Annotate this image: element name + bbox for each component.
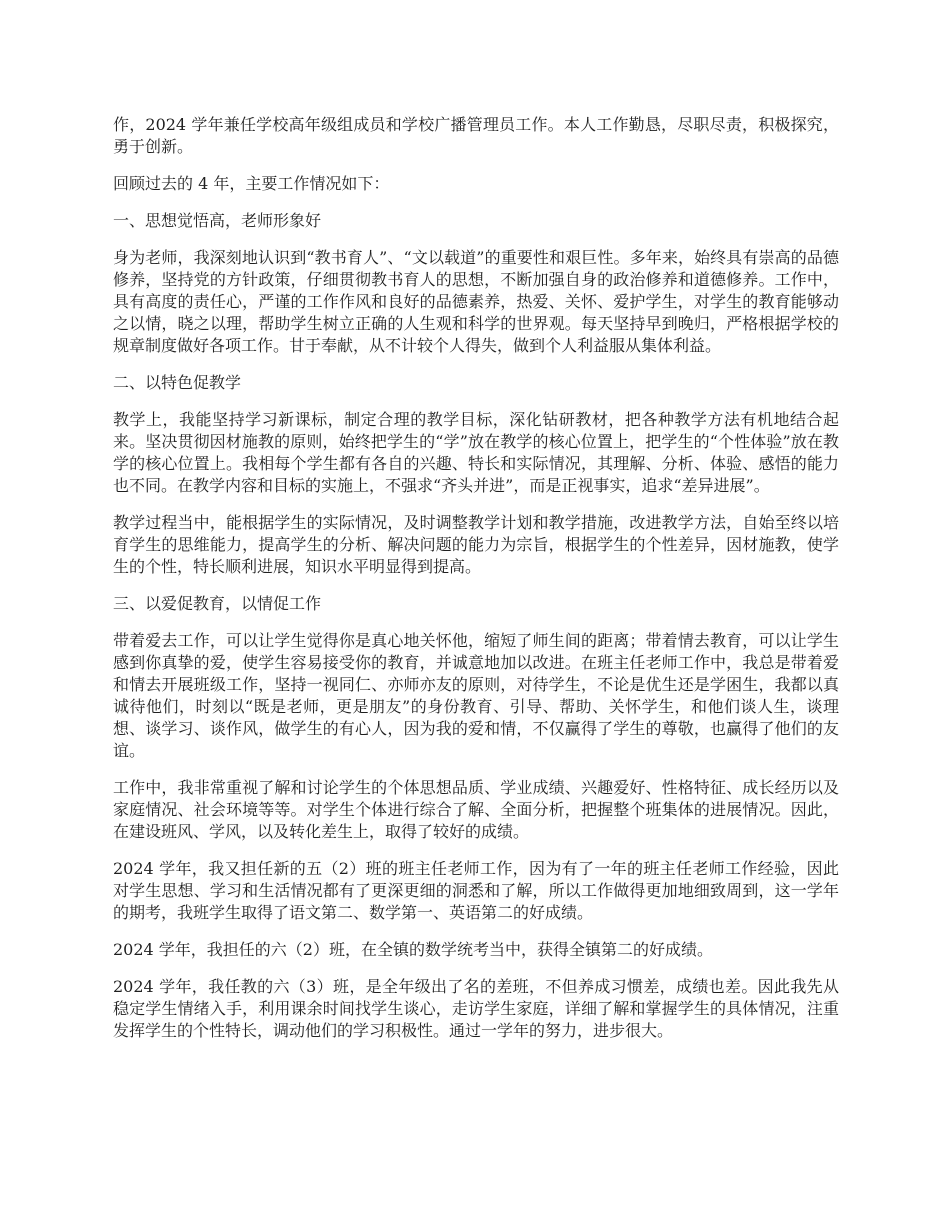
section-heading-1: 一、思想觉悟高，老师形象好 [113,211,322,230]
paragraph-intro-continuation: 作，2024 学年兼任学校高年级组成员和学校广播管理员工作。本人工作勤恳，尽职尽责，积极探究，勇于创新。 [113,115,839,156]
document-body [113,114,839,1057]
section-heading-3: 三、以爱促教育，以情促工作 [113,594,322,613]
paragraph-teaching-process: 教学过程当中，能根据学生的实际情况，及时调整教学计划和教学措施，改进教学方法，自始至终以培育学生的思维能力，提高学生的分析、解决问题的能力为宗旨，根据学生的个性差异，因材施教，使学生的个性，特长顺利进展，知识水平明显得到提高。 [113,513,839,576]
paragraph-review: 回顾过去的 4 年，主要工作情况如下： [113,174,390,193]
paragraph-student-understanding: 工作中，我非常重视了解和讨论学生的个体思想品质、学业成绩、兴趣爱好、性格特征、成长经历以及家庭情况、社会环境等等。对学生个体进行综合了解、全面分析，把握整个班集体的进展情况。因此，在建设班风、学风，以及转化差生上，取得了较好的成绩。 [113,778,839,841]
paragraph-ideology: 身为老师，我深刻地认识到“教书育人”、“文以载道”的重要性和艰巨性。多年来，始终具有崇高的品德修养，坚持党的方针政策，仔细贯彻教书育人的思想，不断加强自身的政治修养和道德修养。工作中，具有高度的责任心，严谨的工作作风和良好的品德素养，热爱、关怀、爱护学生，对学生的教育能够动之以情，晓之以理，帮助学生树立正确的人生观和科学的世界观。每天坚持早到晚归，严格根据学校的规章制度做好各项工作。甘于奉献，从不计较个人得失，做到个人利益服从集体利益。 [113,248,839,355]
paragraph-love-education: 带着爱去工作，可以让学生觉得你是真心地关怀他，缩短了师生间的距离；带着情去教育，可以让学生感到你真挚的爱，使学生容易接受你的教育，并诚意地加以改进。在班主任老师工作中，我总是带着爱和情去开展班级工作，坚持一视同仁、亦师亦友的原则，对待学生，不论是优生还是学困生，我都以真诚待他们，时刻以“既是老师，更是朋友”的身份教育、引导、帮助、关怀学生，和他们谈人生，谈理想、谈学习、谈作风，做学生的有心人，因为我的爱和情，不仅赢得了学生的尊敬，也赢得了他们的友谊。 [113,631,839,760]
paragraph-teaching: 教学上，我能坚持学习新课标，制定合理的教学目标，深化钻研教材，把各种教学方法有机地结合起来。坚决贯彻因材施教的原则，始终把学生的“学”放在教学的核心位置上，把学生的“个性体验”放在教学的核心位置上。我相每个学生都有各自的兴趣、特长和实际情况，其理解、分析、体验、感悟的能力也不同。在教学内容和目标的实施上，不强求“齐头并进”，而是正视事实，追求“差异进展”。 [113,410,839,495]
paragraph-class-six-three: 2024 学年，我任教的六（3）班，是全年级出了名的差班，不但养成习惯差，成绩也差。因此我先从稳定学生情绪入手，利用课余时间找学生谈心，走访学生家庭，详细了解和掌握学生的具体情况，注重发挥学生的个性特长，调动他们的学习积极性。通过一学年的努力，进步很大。 [113,977,839,1040]
section-heading-2: 二、以特色促教学 [113,373,242,392]
paragraph-class-five-two: 2024 学年，我又担任新的五（2）班的班主任老师工作，因为有了一年的班主任老师工作经验，因此对学生思想、学习和生活情况都有了更深更细的洞悉和了解，所以工作做得更加地细致周到，这一学年的期考，我班学生取得了语文第二、数学第一、英语第二的好成绩。 [113,859,839,922]
paragraph-class-six-two: 2024 学年，我担任的六（2）班，在全镇的数学统考当中，获得全镇第二的好成绩。 [113,940,713,959]
